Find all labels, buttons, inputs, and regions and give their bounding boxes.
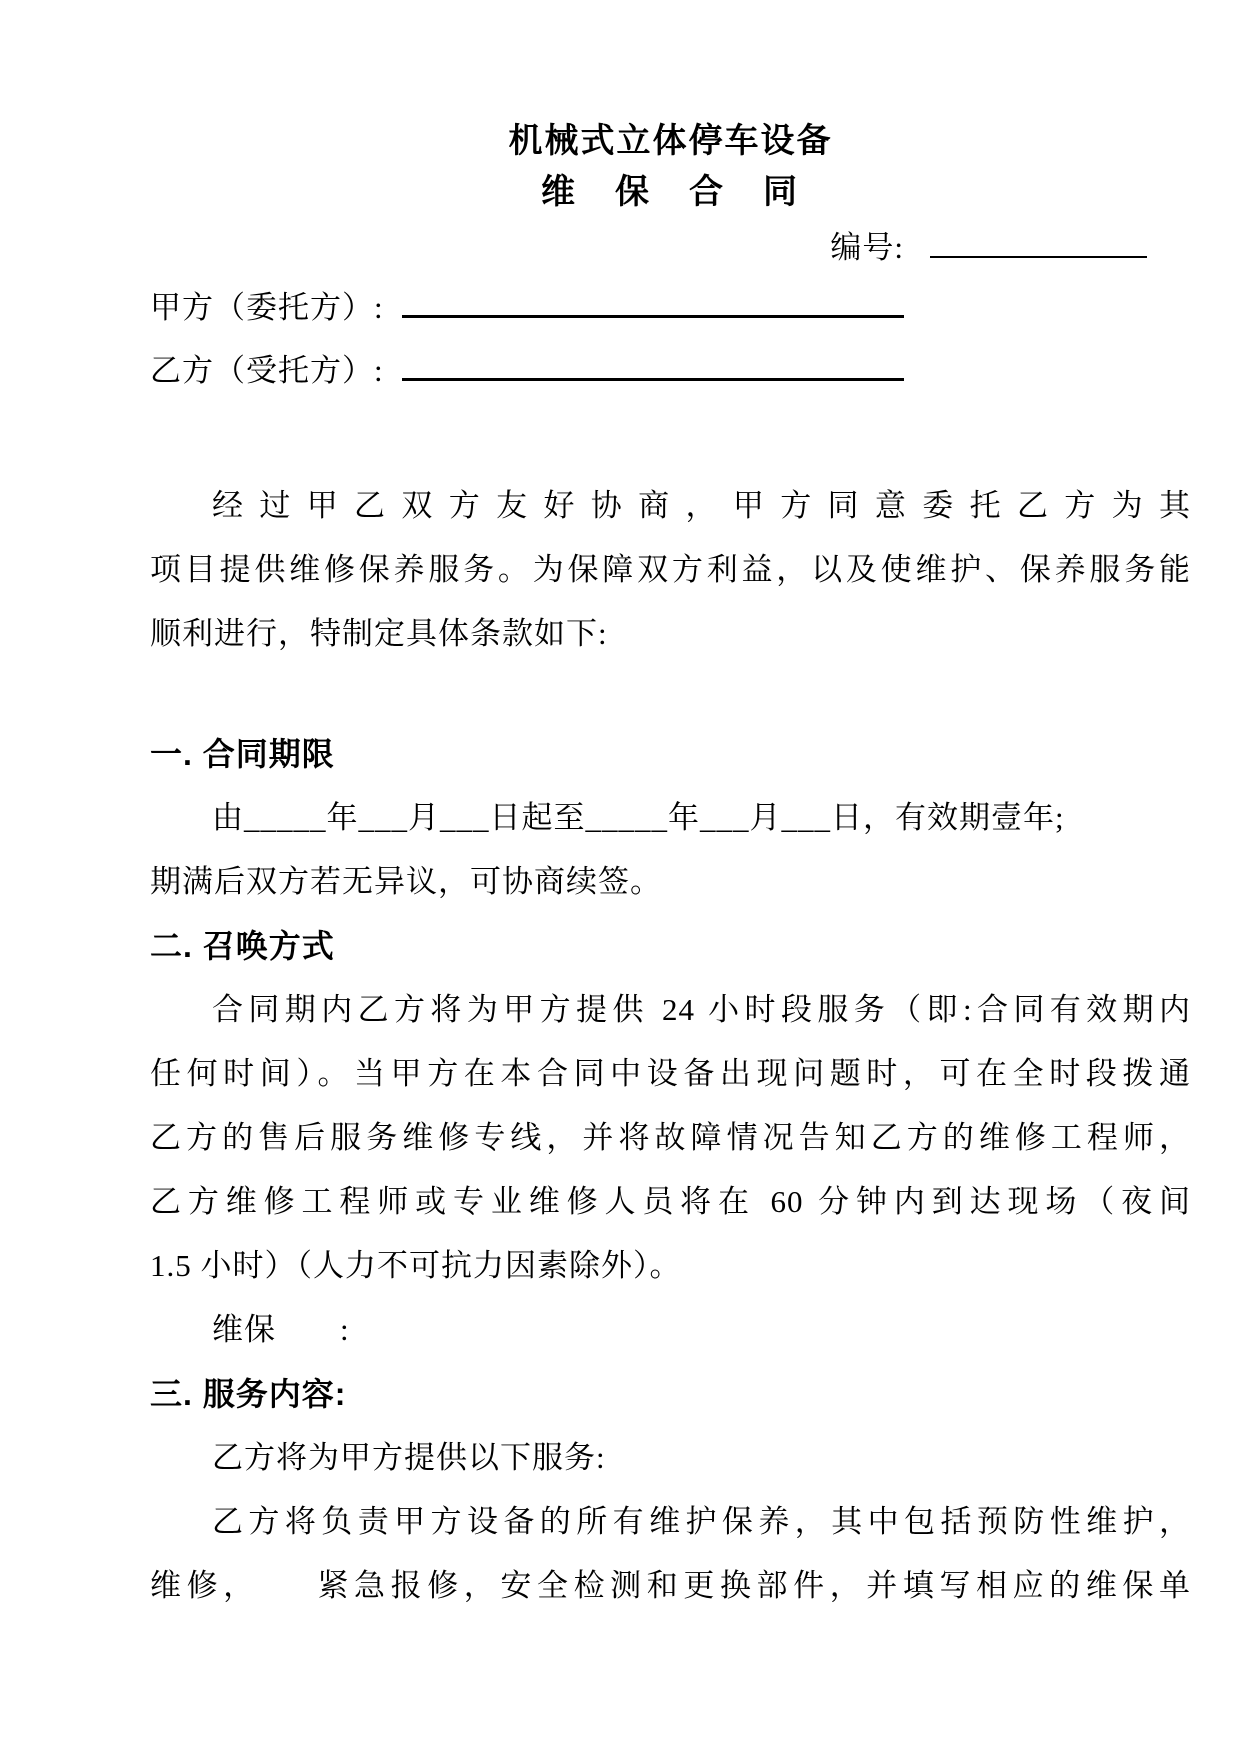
intro-line-2: 项目提供维修保养服务。为保障双方利益，以及使维护、保养服务能 bbox=[150, 552, 1191, 587]
contract-number-row bbox=[150, 220, 1191, 276]
section-2-line-2: 任何时间）。当甲方在本合同中设备出现问题时，可在全时段拨通 bbox=[150, 1056, 1191, 1091]
section-3-heading: 三. 服务内容: bbox=[150, 1376, 347, 1412]
section-3-line-3: 维修， 紧急报修，安全检测和更换部件，并填写相应的维保单 bbox=[150, 1568, 1191, 1603]
section-2-line-1: 合同期内乙方将为甲方提供 24 小时段服务（即:合同有效期内 bbox=[212, 992, 1191, 1027]
party-b-row bbox=[150, 339, 1191, 402]
section-3-line-2: 乙方将负责甲方设备的所有维护保养，其中包括预防性维护， bbox=[212, 1504, 1191, 1539]
section-1-line-renewal: 期满后双方若无异议，可协商续签。 bbox=[150, 864, 662, 899]
party-b-label: 乙方（受托方）: bbox=[150, 353, 384, 388]
section-1-heading: 一. 合同期限 bbox=[150, 736, 335, 772]
section-2-heading: 二. 召唤方式 bbox=[150, 928, 335, 964]
section-2-line-3: 乙方的售后服务维修专线，并将故障情况告知乙方的维修工程师， bbox=[150, 1120, 1191, 1155]
intro-line-1: 经过甲乙双方友好协商，甲方同意委托乙方为其 bbox=[212, 488, 1191, 523]
contract-number-blank bbox=[930, 222, 1147, 258]
contract-number-label: 编号: bbox=[830, 230, 904, 265]
party-a-blank bbox=[402, 278, 904, 318]
party-a-label: 甲方（委托方）: bbox=[150, 290, 384, 325]
party-b-blank bbox=[402, 341, 904, 381]
section-2-line-5: 1.5 小时）（人力不可抗力因素除外）。 bbox=[150, 1248, 682, 1283]
intro-line-3: 顺利进行，特制定具体条款如下: bbox=[150, 616, 608, 651]
section-1-line-contract-dates: 由_____年___月___日起至_____年___月___日，有效期壹年; bbox=[212, 800, 1065, 835]
section-2-line-4: 乙方维修工程师或专业维修人员将在 60 分钟内到达现场（夜间 bbox=[150, 1184, 1191, 1219]
section-3-line-1: 乙方将为甲方提供以下服务: bbox=[212, 1440, 606, 1475]
document-title-line2: 维 保 合 同 bbox=[541, 173, 800, 211]
document-title-line1: 机械式立体停车设备 bbox=[508, 122, 833, 160]
section-2-line-maintenance-label: 维保 : bbox=[212, 1312, 350, 1347]
party-a-row bbox=[150, 276, 1191, 339]
